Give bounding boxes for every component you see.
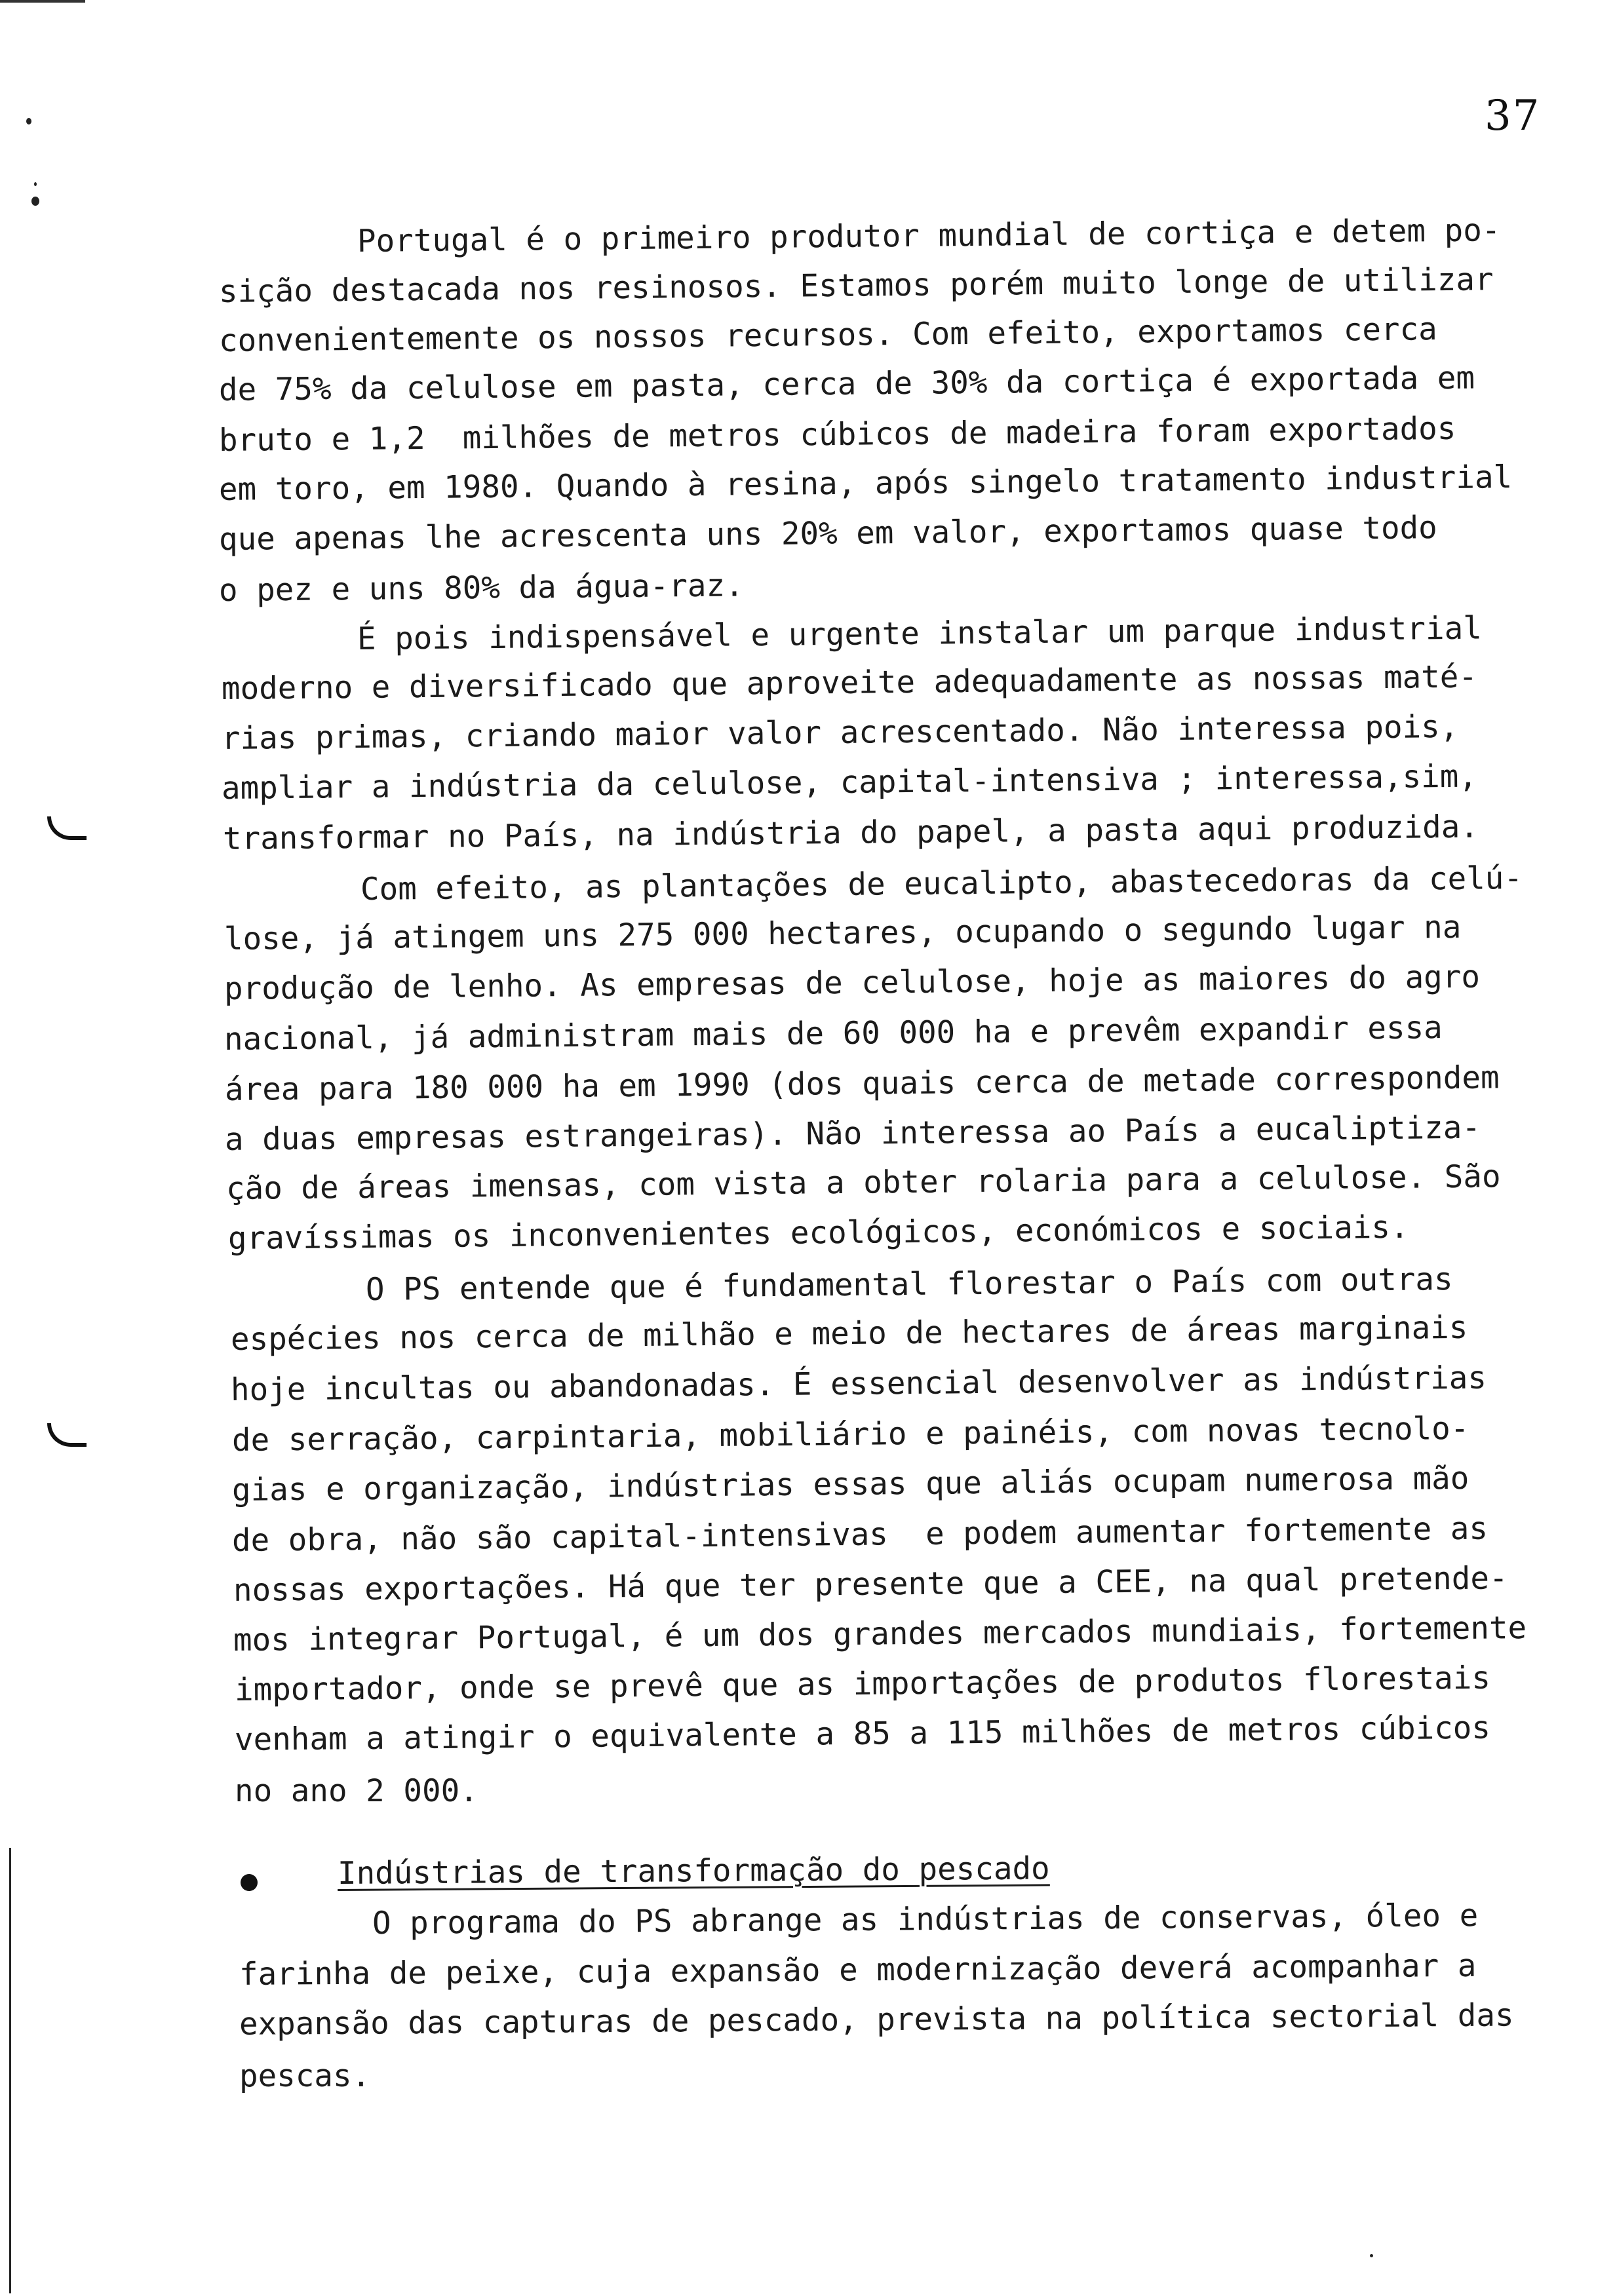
text-line: pescas.: [239, 2058, 371, 2094]
text-line: de 75% da celulose em pasta, cerca de 30% da cortiça é exportada em: [218, 360, 1475, 408]
text-line: sição destacada nos resinosos. Estamos porém muito longe de utilizar: [218, 261, 1494, 310]
text-line: hoje incultas ou abandonadas. É essencial desenvolver as indústrias: [230, 1360, 1487, 1408]
text-line: lose, já atingem uns 275 000 hectares, ocupando o segundo lugar na: [224, 909, 1462, 957]
text-line: espécies nos cerca de milhão e meio de hectares de áreas marginais: [230, 1309, 1468, 1358]
text-line: produção de lenho. As empresas de celulose, hoje as maiores do agro: [224, 959, 1481, 1007]
text-line: rias primas, criando maior valor acrescentado. Não interessa pois,: [221, 708, 1459, 757]
bullet-icon: [241, 1874, 258, 1891]
text-line: O PS entende que é fundamental florestar o País com outras: [365, 1261, 1453, 1308]
text-line: expansão das capturas de pescado, prevista na política sectorial das: [239, 1997, 1514, 2042]
margin-mark: [47, 816, 87, 840]
text-line: o pez e uns 80% da água-raz.: [218, 567, 744, 609]
text-line: mos integrar Portugal, é um dos grandes mercados mundiais, fortemente: [233, 1610, 1527, 1658]
scan-speck: [26, 118, 31, 124]
text-line: O programa do PS abrange as indústrias de conservas, óleo e: [372, 1898, 1479, 1942]
scan-artifact: [0, 0, 85, 3]
text-line: gias e organização, indústrias essas que aliás ocupam numerosa mão: [231, 1460, 1469, 1508]
text-line: nossas exportações. Há que ter presente que a CEE, na qual pretende-: [233, 1560, 1508, 1609]
text-line: área para 180 000 ha em 1990 (dos quais cerca de metade correspondem: [224, 1060, 1500, 1108]
text-line: que apenas lhe acrescenta uns 20% em valor, exportamos quase todo: [218, 510, 1438, 558]
scan-speck: [34, 182, 37, 186]
text-line: ção de áreas imensas, com vista a obter rolaria para a celulose. São: [225, 1158, 1501, 1207]
text-line: moderno e diversificado que aproveite adequadamente as nossas maté-: [221, 659, 1478, 707]
text-line: farinha de peixe, cuja expansão e modernização deverá acompanhar a: [239, 1947, 1477, 1993]
text-line: convenientemente os nossos recursos. Com efeito, exportamos cerca: [218, 311, 1438, 359]
section-heading: Indústrias de transformação do pescado: [337, 1850, 1050, 1892]
text-line: no ano 2 000.: [235, 1773, 478, 1809]
text-line: de obra, não são capital-intensivas e podem aumentar fortemente as: [231, 1510, 1489, 1559]
scan-edge-line: [9, 1848, 11, 2293]
text-line: bruto e 1,2 milhões de metros cúbicos de madeira foram exportados: [218, 410, 1456, 459]
text-line: É pois indispensável e urgente instalar um parque industrial: [357, 610, 1483, 657]
text-line: venham a atingir o equivalente a 85 a 115 milhões de metros cúbicos: [234, 1710, 1491, 1758]
scan-speck: [1370, 2254, 1373, 2257]
text-line: gravíssimas os inconvenientes ecológicos, económicos e sociais.: [227, 1209, 1409, 1257]
scan-speck: [31, 197, 39, 206]
page-number: 37: [1485, 92, 1541, 140]
text-line: de serração, carpintaria, mobiliário e painéis, com novas tecnolo-: [231, 1410, 1469, 1459]
text-line: nacional, já administram mais de 60 000 ha e prevêm expandir essa: [224, 1010, 1443, 1058]
text-line: em toro, em 1980. Quando à resina, após singelo tratamento industrial: [218, 459, 1513, 508]
text-line: importador, onde se prevê que as importações de produtos florestais: [234, 1660, 1491, 1708]
text-line: ampliar a indústria da celulose, capital-intensiva ; interessa,sim,: [221, 758, 1478, 807]
text-line: Com efeito, as plantações de eucalipto, abastecedoras da celú-: [360, 860, 1523, 908]
text-line: Portugal é o primeiro produtor mundial de cortiça e detem po-: [357, 212, 1501, 259]
text-line: transformar no País, na indústria do papel, a pasta aqui produzida.: [222, 809, 1479, 857]
text-line: a duas empresas estrangeiras). Não interessa ao País a eucaliptiza-: [224, 1109, 1481, 1158]
margin-mark: [47, 1423, 87, 1447]
